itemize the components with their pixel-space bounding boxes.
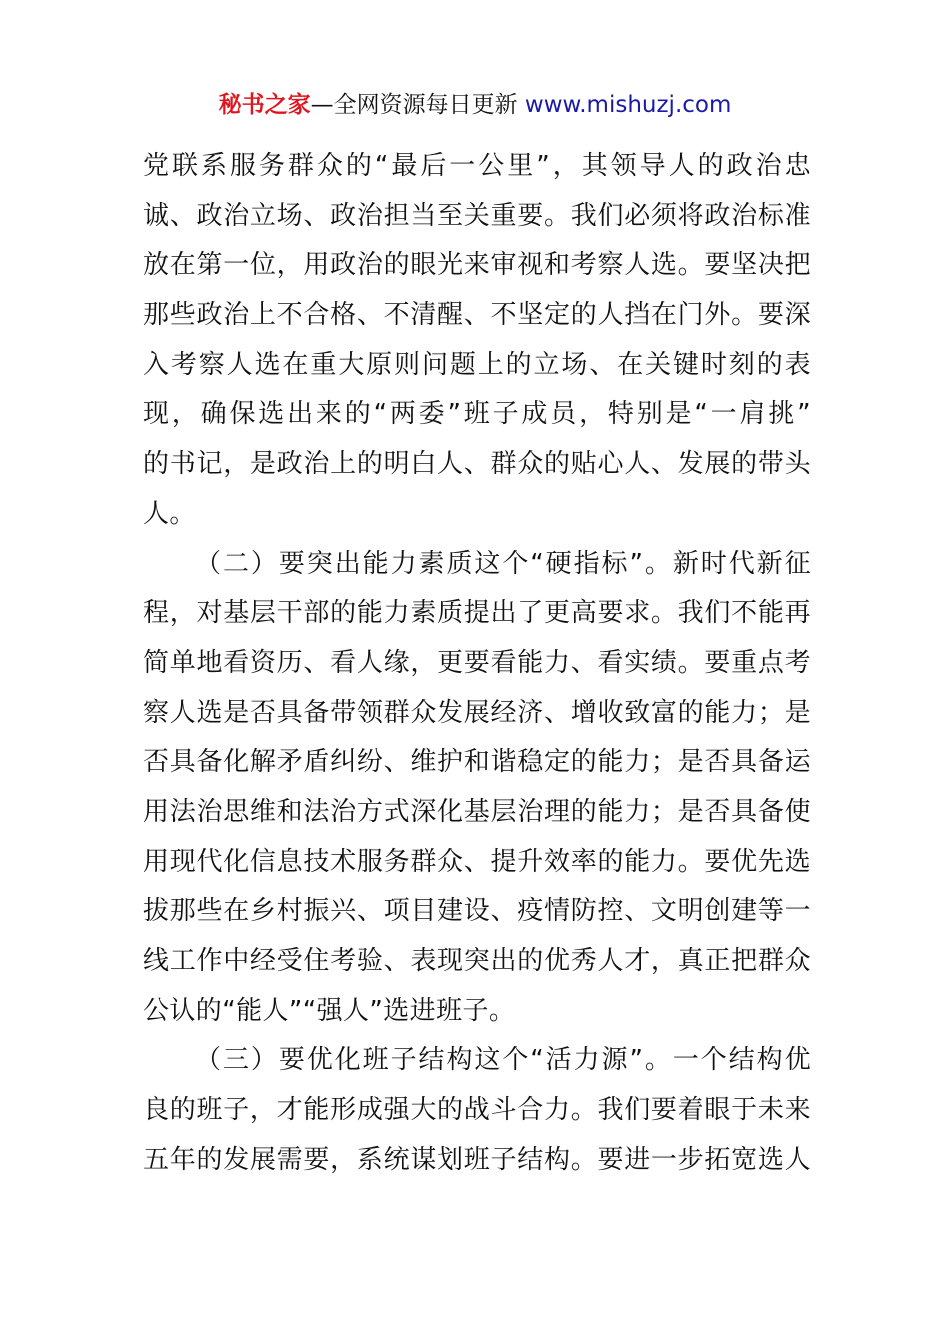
text-line: 察人选是否具备带领群众发展经济、增收致富的能力；是 (143, 697, 811, 728)
text-line: 的书记，是政治上的明白人、群众的贴心人、发展的带头 (143, 449, 811, 480)
section-heading-line: （二）要突出能力素质这个“硬指标”。新时代新征 (195, 548, 811, 579)
text-line: 否具备化解矛盾纠纷、维护和谐稳定的能力；是否具备运 (143, 747, 811, 778)
text-line: 现，确保选出来的“两委”班子成员，特别是“一肩挑” (143, 399, 811, 430)
page-header (0, 88, 950, 122)
text-line: 程，对基层干部的能力素质提出了更高要求。我们不能再 (143, 598, 811, 629)
text-line: 线工作中经受住考验、表现突出的优秀人才，真正把群众 (143, 946, 811, 976)
text-line: 入考察人选在重大原则问题上的立场、在关键时刻的表 (143, 349, 811, 380)
text-line: 党联系服务群众的“最后一公里”，其领导人的政治忠 (143, 151, 811, 181)
brand-name: 秘书之家 (218, 92, 311, 118)
text-line: 公认的“能人”“强人”选进班子。 (143, 995, 516, 1026)
text-line: 五年的发展需要，系统谋划班子结构。要进一步拓宽选人 (143, 1144, 811, 1175)
text-line: 用现代化信息技术服务群众、提升效率的能力。要优先选 (143, 846, 811, 877)
text-line: 用法治思维和法治方式深化基层治理的能力；是否具备使 (143, 796, 811, 827)
text-line: 那些政治上不合格、不清醒、不坚定的人挡在门外。要深 (143, 300, 811, 331)
text-line: 良的班子，才能形成强大的战斗合力。我们要着眼于未来 (143, 1095, 811, 1126)
text-line: 人。 (143, 498, 196, 529)
header-tagline: —全网资源每日更新 (310, 92, 518, 118)
header-url[interactable]: www.mishuzj.com (524, 92, 732, 118)
document-body (143, 142, 811, 1185)
text-line: 诚、政治立场、政治担当至关重要。我们必须将政治标准 (143, 200, 811, 231)
section-heading-line: （三）要优化班子结构这个“活力源”。一个结构优 (195, 1045, 811, 1076)
text-line: 拔那些在乡村振兴、项目建设、疫情防控、文明创建等一 (143, 896, 811, 927)
text-line: 简单地看资历、看人缘，更要看能力、看实绩。要重点考 (143, 647, 811, 678)
text-line: 放在第一位，用政治的眼光来审视和考察人选。要坚决把 (143, 250, 811, 281)
